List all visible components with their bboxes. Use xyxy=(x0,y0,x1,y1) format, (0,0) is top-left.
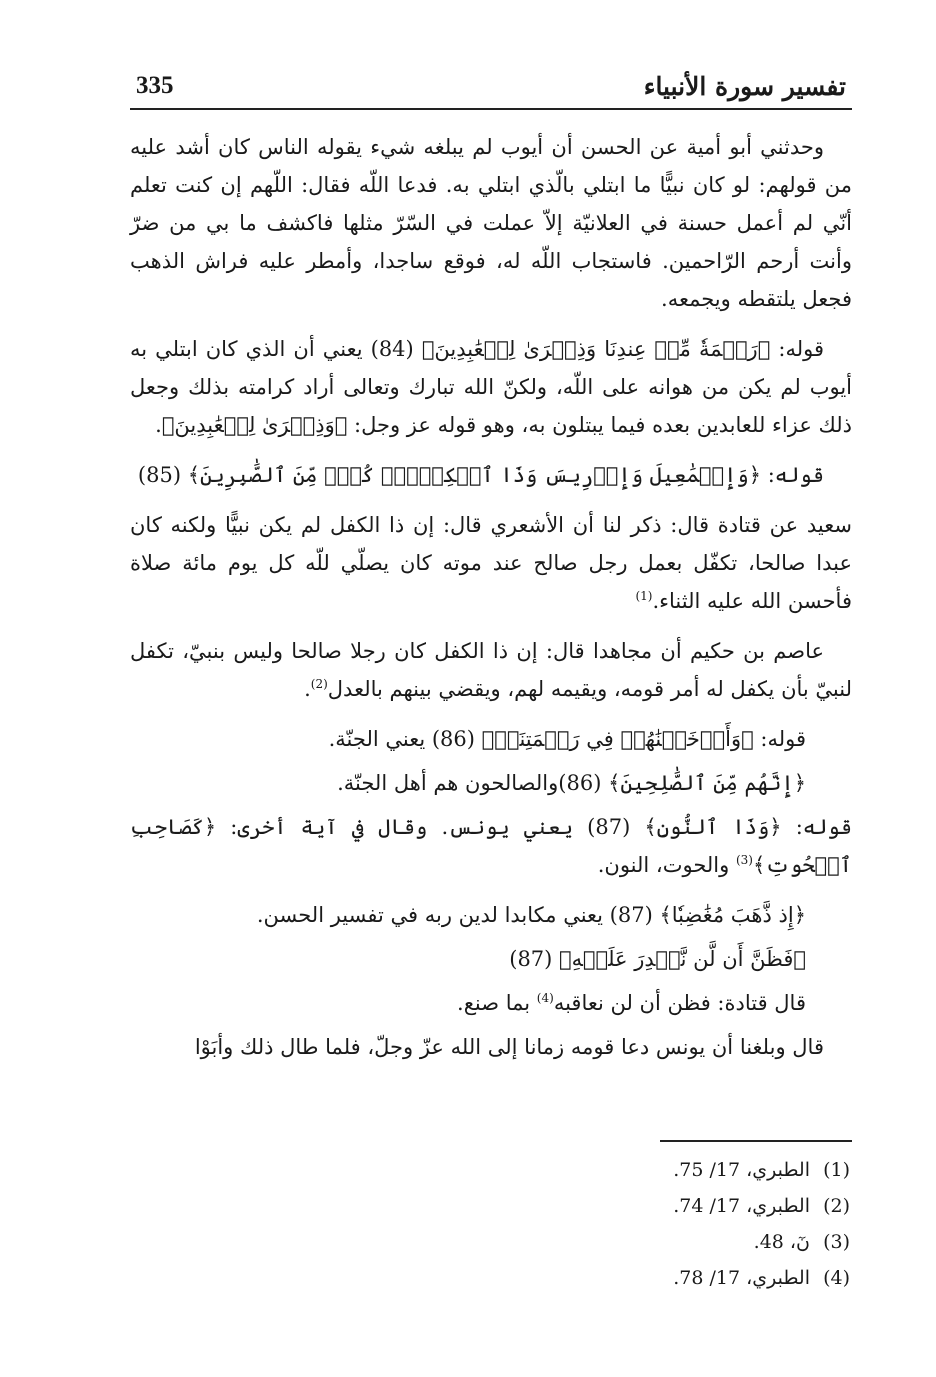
paragraph xyxy=(130,632,852,708)
footnote-ref: (2) xyxy=(310,677,328,691)
footnote-text: الطبري، 17/ 74. xyxy=(673,1195,810,1217)
footnote-number: (2) xyxy=(823,1195,850,1217)
paragraph: ﴿فَظَنَّ أَن لَّن نَّقۡدِرَ عَلَيۡهِ﴾ (87) xyxy=(509,947,806,971)
footnote-text: نٓ، 48. xyxy=(753,1231,810,1253)
paragraph xyxy=(130,506,852,620)
footnote xyxy=(130,1188,852,1224)
paragraph-text: عاصم بن حكيم أن مجاهدا قال: إن ذا الكفل كان رجلا صالحا وليس بنبيّ، تكفل لنبيّ بأن يكفل له أمر قومه، ويقيمه لهم، ويقضي بينهم بالعدل xyxy=(130,639,852,701)
paragraph-text: بما صنع. xyxy=(457,991,537,1015)
paragraph-end: . xyxy=(304,677,311,701)
footnote-number: (3) xyxy=(823,1231,850,1253)
paragraph-text: سعيد عن قتادة قال: ذكر لنا أن الأشعري قال: إن ذا الكفل لم يكن نبيًّا ولكنه كان عبدا صالحا، تكفّل بعمل رجل صالح عند موته كان يصلّي للّه كل يوم مائة صلاة فأحسن الله عليه الثناء. xyxy=(130,513,852,613)
paragraph xyxy=(130,808,852,884)
footnote-text: الطبري، 17/ 75. xyxy=(673,1159,810,1181)
paragraph: وحدثني أبو أمية عن الحسن أن أيوب لم يبلغه شيء يقوله الناس كان أشد عليه من قولهم: لو كان نبيًّا ما ابتلي بالّذي ابتلي به. فدعا اللّه فقال: اللّهم إن كنت تعلم أنّي لم أعمل حسنة في العلانيّة إلاّ عملت في السّرّ مثلها فاكشف ما بي من ضرّ وأنت أرحم الرّاحمين. فاستجاب اللّه له، فوقع ساجدا، وأمطر عليه فراش الذهب فجعل يلتقطه ويجمعه. xyxy=(130,135,852,311)
footnote-ref: (3) xyxy=(735,853,753,867)
paragraph: قوله: ﴿رَحۡمَةٗ مِّنۡ عِندِنَا وَذِكۡرَىٰ لِلۡعَٰبِدِينَ﴾ (84) يعني أن الذي كان ابتلي به أيوب لم يكن من هوانه على اللّه، ولكنّ الله تبارك وتعالى أراد كرامته بذلك وجعل ذلك عزاء للعابدين بعده فيما يبتلون به، وهو قوله عز وجل: ﴿وَذِكۡرَىٰ لِلۡعَٰبِدِينَ﴾. xyxy=(130,337,852,437)
footnote xyxy=(130,1260,852,1296)
paragraph: ﴿إِنَّهُم مِّنَ ٱلصَّٰلِحِينَ﴾ (86)والصالحون هم أهل الجنّة. xyxy=(337,771,806,795)
footnote-divider xyxy=(660,1140,852,1142)
footnote-ref: (1) xyxy=(635,589,653,603)
paragraph-text: قوله: ﴿وَذَا ٱلنُّونِ﴾ (87) يعني يونس. وقال في آية أخرى: ﴿كَصَاحِبِ ٱلۡحُوتِ﴾ xyxy=(130,815,853,877)
footnote-text: الطبري، 17/ 78. xyxy=(673,1267,810,1289)
paragraph: ﴿إِذ ذَّهَبَ مُغَٰضِبٗا﴾ (87) يعني مكابدا لدين ربه في تفسير الحسن. xyxy=(256,903,806,927)
paragraph: قوله: ﴿وَأَدۡخَلۡنَٰهُمۡ فِي رَحۡمَتِنَآۖ﴾ (86) يعني الجنّة. xyxy=(328,727,806,751)
footnote xyxy=(130,1152,852,1188)
paragraph-text: والحوت، النون. xyxy=(597,853,736,877)
paragraph: قوله: ﴿وَإِسۡمَٰعِيلَ وَإِدۡرِيسَ وَذَا ٱلۡكِفۡلِۖ كُلّٞ مِّنَ ٱلصَّٰبِرِينَ﴾ (85) xyxy=(137,463,824,487)
footnote-ref: (4) xyxy=(536,991,554,1005)
footnotes xyxy=(130,1152,852,1296)
paragraph xyxy=(130,984,852,1022)
footnote-number: (1) xyxy=(823,1159,850,1181)
footnote xyxy=(130,1224,852,1260)
paragraph: قال وبلغنا أن يونس دعا قومه زمانا إلى الله عزّ وجلّ، فلما طال ذلك وأبَوْا xyxy=(194,1035,824,1059)
page-header xyxy=(130,68,852,110)
main-text xyxy=(130,128,852,1078)
footnote-number: (4) xyxy=(823,1267,850,1289)
page-number: 335 xyxy=(136,72,174,99)
surah-title: تفسير سورة الأنبياء xyxy=(643,72,846,101)
paragraph-text: قال قتادة: فظن أن لن نعاقبه xyxy=(553,991,806,1015)
